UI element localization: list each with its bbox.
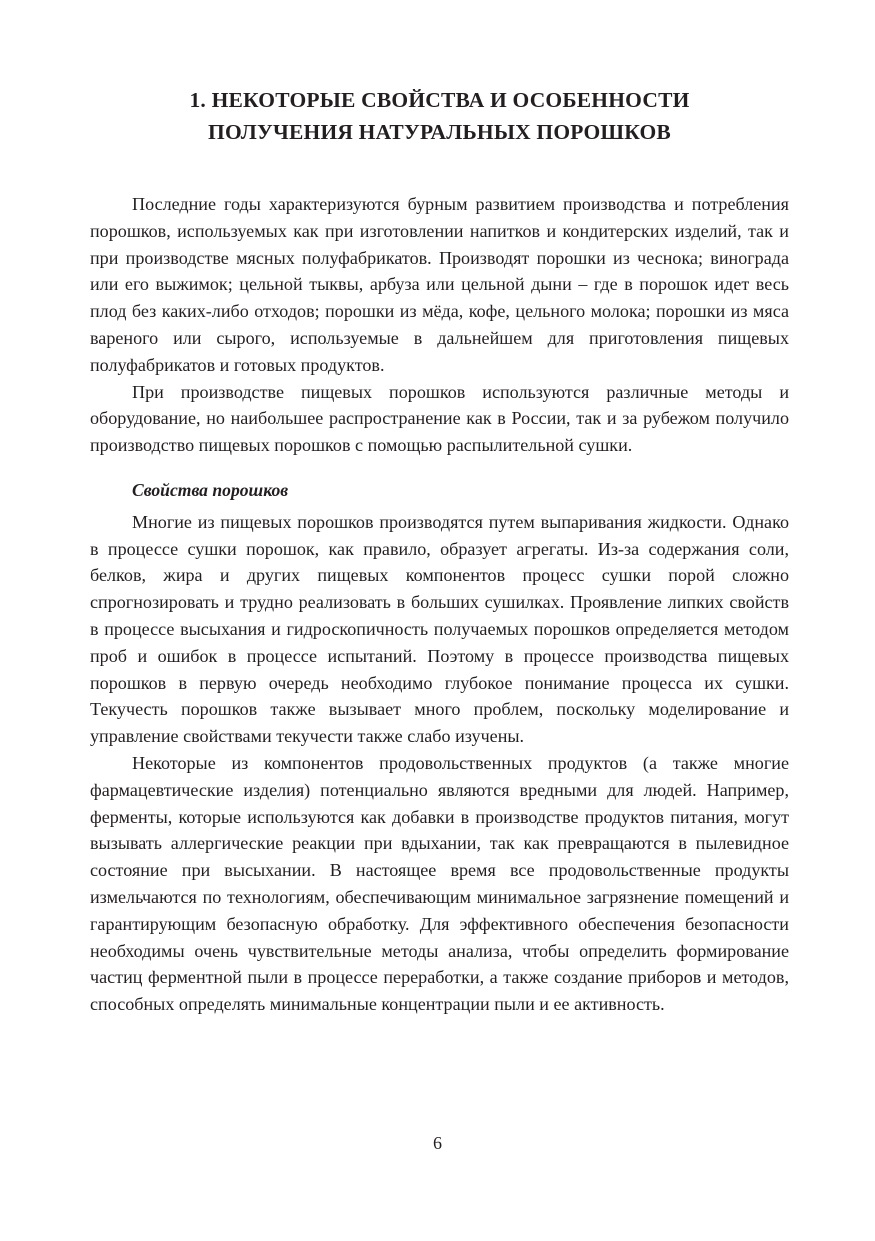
body-text <box>90 191 789 1018</box>
paragraph-intro-1: Последние годы характеризуются бурным развитием производства и потребления порошков, используемых как при изготовлении напитков и кондитерских изделий, так и при производстве мясных полуфабрикатов. Производят порошки из чеснока; винограда или его выжимок; цельной тыквы, арбуза или цельной дыни – где в порошок идет весь плод без каких-либо отходов; порошки из мёда, кофе, цельного молока; порошки из мяса вареного или сырого, используемые в дальнейшем для приготовления пищевых полуфабрикатов и готовых продуктов. <box>90 194 789 375</box>
paragraph-section-2: Некоторые из компонентов продовольственных продуктов (а также многие фармацевтические изделия) потенциально являются вредными для людей. Например, ферменты, которые используются как добавки в производстве продуктов питания, могут вызывать аллергические реакции при вдыхании, так как превращаются в пылевидное состояние при высыхании. В настоящее время все продовольственные продукты измельчаются по технологиям, обеспечивающим минимальное загрязнение помещений и гарантирующим безопасную обработку. Для эффективного обеспечения безопасности необходимы очень чувствительные методы анализа, чтобы определить формирование частиц ферментной пыли в процессе переработки, а также создание приборов и методов, способных определять минимальные концентрации пыли и ее активность. <box>90 752 789 1015</box>
page-number: 6 <box>433 1133 442 1153</box>
section-heading: Свойства порошков <box>132 479 289 500</box>
paragraph-intro-2: При производстве пищевых порошков используются различные методы и оборудование, но наибольшее распространение как в России, так и за рубежом получило производство пищевых порошков с помощью распылительной сушки. <box>90 381 789 456</box>
chapter-title <box>90 84 789 148</box>
document-page <box>90 0 789 1018</box>
chapter-title-line-1: 1. НЕКОТОРЫЕ СВОЙСТВА И ОСОБЕННОСТИ <box>189 88 690 112</box>
paragraph-section-1: Многие из пищевых порошков производятся путем выпаривания жидкости. Однако в процессе сушки порошок, как правило, образует агрегаты. Из-за содержания соли, белков, жира и других пищевых компонентов процесс сушки порой сложно спрогнозировать и трудно реализовать в больших сушилках. Проявление липких свойств в процессе высыхания и гидроскопичность получаемых порошков определяется методом проб и ошибок в процессе испытаний. Поэтому в процессе производства пищевых порошков в первую очередь необходимо глубокое понимание процесса их сушки. Текучесть порошков также вызывает много проблем, поскольку моделирование и управление свойствами текучести также слабо изучены. <box>90 511 789 747</box>
chapter-title-line-2: ПОЛУЧЕНИЯ НАТУРАЛЬНЫХ ПОРОШКОВ <box>208 120 671 144</box>
